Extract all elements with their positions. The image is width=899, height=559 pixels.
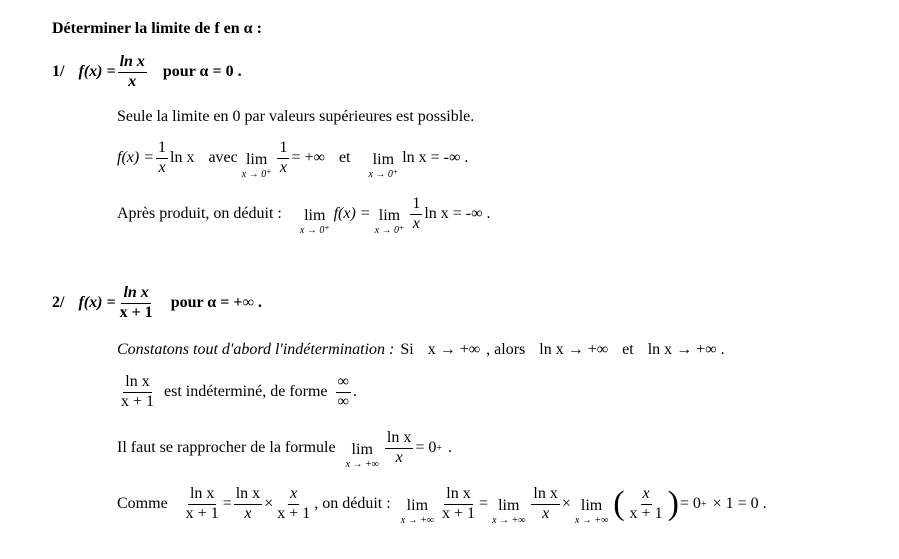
p2l2-form-num: ∞ [336, 374, 351, 393]
part2-cond: pour α = +∞ . [170, 294, 262, 312]
p2l4-f3 [275, 486, 312, 523]
p2l4-f2-den: x [244, 504, 252, 522]
p1l2-lim1-frac [277, 140, 289, 177]
p2l4-lim3-sub: x → +∞ [574, 515, 609, 527]
p1l2-lim1-label: lim [245, 150, 268, 168]
part1-header [52, 54, 242, 91]
p2l4-f5-num: ln x [531, 486, 559, 505]
p2l3-lim-label: lim [351, 440, 373, 458]
p2l3-frac-num: ln x [385, 430, 413, 449]
p1l2-frac-den: x [158, 158, 166, 176]
p2l3-lim-sub: x → +∞ [345, 459, 379, 471]
p2l4-result-sup: + [700, 498, 707, 510]
part1-line2 [117, 139, 469, 181]
part2-func-frac [118, 285, 155, 322]
p2l4-f2-num: ln x [234, 486, 262, 505]
part2-line1 [117, 341, 725, 359]
part1-line1-text: Seule la limite en 0 par valeurs supérieures est possible. [117, 108, 475, 125]
p2l1-cond3: ln x → +∞ . [647, 341, 725, 358]
p2l4-lim3-label: lim [580, 496, 603, 514]
p2l4-result-end: × 1 = 0 . [712, 495, 767, 513]
p1l3-lim1-sub: x → 0⁺ [299, 225, 330, 237]
p2l3-val: = 0 [415, 439, 437, 457]
p2l4-f1 [184, 486, 221, 523]
part1-cond: pour α = 0 . [162, 63, 242, 81]
p1l3-text: Après produit, on déduit : [117, 205, 282, 223]
p1l3-lim2-label: lim [378, 206, 401, 224]
p1l3-frac-den: x [412, 214, 420, 232]
p2l4-f6-num: x [641, 486, 652, 505]
part2-number: 2/ [52, 294, 65, 312]
p1l3-expr1: f(x) = [333, 205, 371, 223]
p2l4-eq1: = [222, 495, 232, 513]
p2l2-frac-num: ln x [123, 374, 151, 393]
p2l4-f3-num: x [288, 486, 299, 505]
p2l4-lim1-sub: x → +∞ [400, 515, 435, 527]
p2l4-f4-den: x + 1 [442, 504, 476, 522]
p2l1-si: Si [400, 341, 414, 358]
p2l4-lim2 [492, 497, 525, 527]
p1l2-lim1-sub: x → 0⁺ [241, 169, 272, 181]
p2l4-paren-open: ( [613, 485, 625, 523]
p2l2-text: est indéterminé, de forme [164, 383, 328, 401]
p2l4-f5-den: x [542, 504, 550, 522]
p2l4-f4-num: ln x [444, 486, 472, 505]
p1l2-frac-num: 1 [156, 140, 168, 159]
part1-func-frac [118, 54, 147, 91]
part2-line2 [117, 374, 357, 411]
p2l4-lim1 [401, 497, 434, 527]
heading [52, 20, 262, 38]
p2l4-f2 [234, 486, 262, 523]
p2l4-deduit: , on déduit : [314, 495, 391, 513]
p1l3-lim1-label: lim [304, 206, 326, 224]
p2l4-f1-num: ln x [188, 486, 216, 505]
p1l2-lim2-label: lim [372, 150, 395, 168]
heading-text: Déterminer la limite de f en α : [52, 20, 262, 37]
p1l2-lim2 [368, 151, 398, 181]
p2l2-form-den: ∞ [337, 392, 349, 410]
p1l2-after-frac: ln x [170, 149, 195, 167]
part2-header [52, 285, 262, 322]
p1l3-lim1 [300, 207, 330, 237]
part2-line3 [117, 429, 453, 471]
p2l4-comme: Comme [117, 495, 168, 513]
part2-func-num: ln x [121, 285, 150, 304]
p1l2-lim1-num: 1 [277, 140, 289, 159]
p1l2-lhs: f(x) = [117, 149, 154, 167]
p2l4-f4 [440, 486, 477, 523]
p2l4-f1-den: x + 1 [185, 504, 219, 522]
p1l3-frac-num: 1 [410, 196, 422, 215]
p2l1-italic: Constatons tout d'abord l'indétermination : [117, 341, 395, 358]
p1l2-lim2-expr: ln x = -∞ . [402, 149, 469, 167]
p2l1-et: et [622, 341, 634, 358]
p1l2-et: et [338, 149, 351, 167]
p1l3-lim2 [375, 207, 405, 237]
part1-func-num: ln x [118, 54, 147, 73]
p2l3-frac [385, 430, 413, 467]
p2l3-end: . [448, 439, 453, 457]
p1l2-lim1 [242, 151, 272, 181]
p1l2-lim2-sub: x → 0⁺ [368, 169, 399, 181]
p1l3-lim2-sub: x → 0⁺ [374, 225, 405, 237]
p1l2-lim1-den: x [279, 158, 288, 176]
part1-number: 1/ [52, 63, 65, 81]
part1-line3 [117, 195, 491, 237]
part1-func-den: x [128, 72, 137, 90]
p2l3-val-sup: + [436, 442, 443, 454]
p2l4-times1: × [264, 495, 274, 513]
p2l4-f3-den: x + 1 [277, 504, 311, 522]
p2l4-f5 [531, 486, 559, 523]
p2l2-frac [119, 374, 156, 411]
p2l2-frac-den: x + 1 [121, 392, 155, 410]
p1l3-frac [410, 196, 422, 233]
p2l2-end: . [352, 383, 357, 401]
part1-func-lhs: f(x) = [78, 63, 116, 81]
p2l2-form [336, 374, 351, 411]
p2l3-text: Il faut se rapprocher de la formule [117, 439, 336, 457]
part2-line4 [117, 485, 767, 527]
p1l2-frac [156, 140, 168, 177]
p2l4-paren-close: ) [667, 485, 679, 523]
p2l4-result: = 0 [679, 495, 701, 513]
part2-func-den: x + 1 [119, 303, 153, 321]
p2l4-f6-den: x + 1 [629, 504, 663, 522]
p1l2-avec: avec [208, 149, 238, 167]
p2l1-cond2: ln x → +∞ [539, 341, 609, 358]
p2l3-frac-den: x [395, 448, 403, 466]
p2l4-eq2: = [479, 495, 489, 513]
p2l4-lim3 [575, 497, 608, 527]
p2l1-cond1: x → +∞ [427, 341, 481, 358]
p2l4-times2: × [561, 495, 571, 513]
p2l4-lim1-label: lim [406, 496, 429, 514]
p2l3-lim [346, 441, 379, 471]
part1-line1 [117, 108, 474, 126]
p1l2-lim1-val: = +∞ [291, 149, 325, 167]
p2l4-lim2-label: lim [498, 496, 520, 514]
p2l4-f6 [628, 486, 665, 523]
p2l1-alors: , alors [486, 341, 526, 358]
p2l4-lim2-sub: x → +∞ [492, 515, 526, 527]
p1l3-expr2: ln x = -∞ . [424, 205, 491, 223]
part2-func-lhs: f(x) = [78, 294, 116, 312]
